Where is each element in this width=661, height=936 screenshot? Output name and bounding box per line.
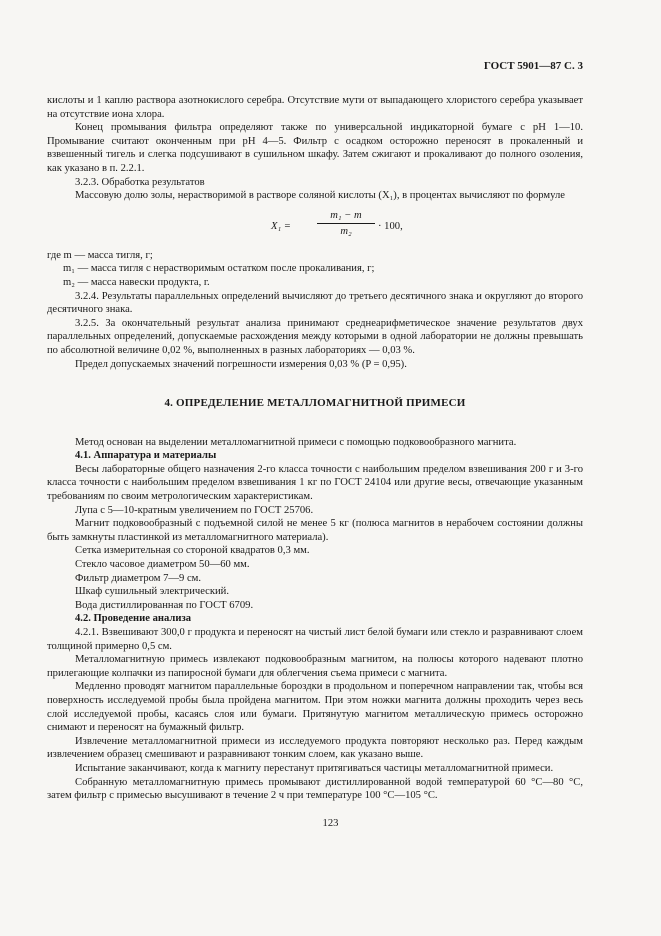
paragraph: Сетка измерительная со стороной квадратов 0,3 мм. bbox=[75, 545, 310, 557]
paragraph: Фильтр диаметром 7—9 см. bbox=[75, 572, 202, 584]
formula-rhs: · 100, bbox=[378, 220, 403, 232]
paragraph: 4.2.1. Взвешивают 300,0 г продукта и переносят на чистый лист белой бумаги или стекло и разравнивают слоем толщиной примерно 0,5 см. bbox=[47, 627, 583, 652]
section-heading: 4. ОПРЕДЕЛЕНИЕ МЕТАЛЛОМАГНИТНОЙ ПРИМЕСИ bbox=[164, 397, 466, 410]
formula-numerator: m₁ − m bbox=[317, 209, 375, 225]
paragraph: Шкаф сушильный электрический. bbox=[75, 586, 230, 598]
formula bbox=[47, 207, 583, 247]
definition-line: m₁ — масса тигля с нерастворимым остатком после прокаливания, г; bbox=[63, 263, 375, 275]
subsection-heading: 4.1. Аппаратура и материалы bbox=[75, 450, 217, 462]
subsection-heading: 3.2.3. Обработка результатов bbox=[75, 176, 205, 188]
formula-lhs: X₁ = bbox=[271, 220, 291, 232]
paragraph: Медленно проводят магнитом параллельные бороздки в продольном и поперечном направлении так, чтобы вся поверхность исследуемой пробы была пройдена магнитом. При этом ножки магнита должны проходить через весь слой исследуемой пробы, касаясь слоя или бумаги. Притянутую магнитом металлическую примесь осторожно снимают и переносят на бумажный фильтр. bbox=[47, 681, 583, 734]
paragraph: Металломагнитную примесь извлекают подковообразным магнитом, на полюсы которого надевают плотно прилегающие колпачки из папиросной бумаги для облегчения съема примеси с магнита. bbox=[47, 654, 583, 679]
paragraph: Стекло часовое диаметром 50—60 мм. bbox=[75, 559, 250, 571]
paragraph: Магнит подковообразный с подъемной силой не менее 5 кг (полюса магнитов в нерабочем состоянии должны быть замкнуты пластинкой из металломагнитного материала). bbox=[47, 518, 583, 543]
page-header: ГОСТ 5901—87 С. 3 bbox=[483, 60, 583, 72]
definition-line: m₂ — масса навески продукта, г. bbox=[63, 276, 210, 288]
paragraph: Вода дистиллированная по ГОСТ 6709. bbox=[75, 599, 254, 611]
subsection-heading: 4.2. Проведение анализа bbox=[75, 613, 191, 625]
page-number: 123 bbox=[322, 818, 339, 829]
paragraph: Извлечение металломагнитной примеси из исследуемого продукта повторяют несколько раз. Перед каждым извлечением образец смешивают и разравнивают тонким слоем, как указано выше. bbox=[47, 735, 583, 761]
definition-line: где m — масса тигля, г; bbox=[47, 249, 153, 261]
paragraph: Лупа с 5—10-кратным увеличением по ГОСТ 25706. bbox=[75, 504, 314, 516]
paragraph: Испытание заканчивают, когда к магниту перестанут притягиваться частицы металломагнитной примеси. bbox=[75, 762, 554, 774]
formula-denominator: m₂ bbox=[340, 226, 352, 238]
paragraph: Собранную металломагнитную примесь промывают дистиллированной водой температурой 60 °С—80 °С, затем фильтр с примесью высушивают в течение 2 ч при температуре 100 °С—105 °С. bbox=[47, 776, 583, 802]
paragraph: кислоты и 1 каплю раствора азотнокислого серебра. Отсутствие мути от выпадающего хлористого серебра указывает на отсутствие иона хлора. bbox=[47, 95, 583, 120]
paragraph: Весы лабораторные общего назначения 2-го класса точности с наибольшим пределом взвешивания 200 г и 3-го класса точности с наибольшим пределом взвешивания 1 кг по ГОСТ 24104 или другие весы, отвечающие указанным требованиям по своим метрологическим характеристикам. bbox=[47, 463, 583, 503]
page-body bbox=[47, 94, 583, 803]
paragraph: Конец промывания фильтра определяют также по универсальной индикаторной бумаге с рН 1—10. Промывание считают оконченным при рН 4—5. Фильтр с осадком осторожно переносят в прокаленный и взвешенный тигель и слегка подсушивают в сушильном шкафу. Затем сжигают и прокаливают до полного озоления, как указано в п. 2.2.1. bbox=[47, 122, 583, 174]
paragraph: 3.2.4. Результаты параллельных определений вычисляют до третьего десятичного знака и округляют до второго десятичного знака. bbox=[47, 290, 583, 316]
formula-fraction bbox=[317, 209, 375, 239]
paragraph: Метод основан на выделении металломагнитной примеси с помощью подковообразного магнита. bbox=[75, 436, 517, 448]
paragraph: Массовую долю золы, нерастворимой в растворе соляной кислоты (X₁), в процентах вычисляют по формуле bbox=[75, 190, 565, 202]
paragraph: 3.2.5. За окончательный результат анализа принимают среднеарифметическое значение результатов двух параллельных определений, допускаемые расхождения между которыми в одной лаборатории не должны превышать по абсолютной величине 0,02 %, выполненных в разных лабораториях — 0,03 %. bbox=[47, 317, 583, 356]
paragraph: Предел допускаемых значений погрешности измерения 0,03 % (P = 0,95). bbox=[75, 358, 407, 370]
